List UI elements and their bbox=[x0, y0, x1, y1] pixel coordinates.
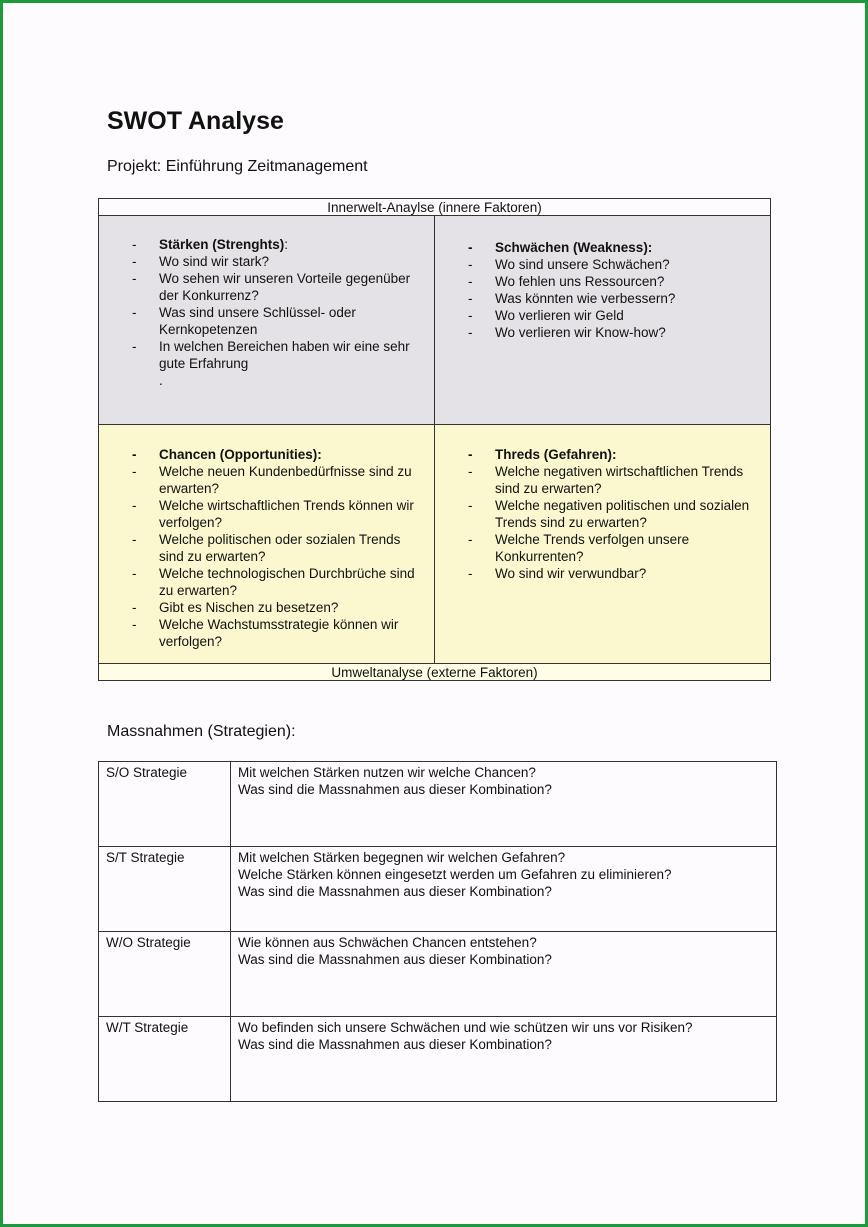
threats-list bbox=[468, 446, 758, 582]
strategy-questions bbox=[231, 762, 777, 847]
internal-analysis-band: Innerwelt-Anaylse (innere Faktoren) bbox=[99, 199, 770, 216]
strengths-cell bbox=[99, 216, 435, 425]
strengths-heading: - Stärken (Strenghts): bbox=[132, 236, 422, 253]
strategy-name: W/O Strategie bbox=[99, 932, 231, 1017]
measures-heading: Massnahmen (Strategien): bbox=[107, 723, 296, 740]
list-item: - Welche negativen wirtschaftlichen Trends sind zu erwarten? bbox=[468, 463, 758, 497]
list-item: - Welche Trends verfolgen unsere Konkurrenten? bbox=[468, 531, 758, 565]
swot-matrix bbox=[98, 198, 771, 681]
list-item: - Welche negativen politischen und sozialen Trends sind zu erwarten? bbox=[468, 497, 758, 531]
question-line: Mit welchen Stärken begegnen wir welchen Gefahren? bbox=[238, 850, 566, 865]
list-item: - Welche politischen oder sozialen Trends sind zu erwarten? bbox=[132, 531, 427, 565]
question-line: Wie können aus Schwächen Chancen entstehen? bbox=[238, 935, 537, 950]
strategy-questions bbox=[231, 932, 777, 1017]
question-line: Wo befinden sich unsere Schwächen und wie schützen wir uns vor Risiken? bbox=[238, 1020, 693, 1035]
list-item: - Welche wirtschaftlichen Trends können wir verfolgen? bbox=[132, 497, 427, 531]
threats-heading: - Threds (Gefahren): bbox=[468, 446, 758, 463]
list-item: - Wo sind wir stark? bbox=[132, 253, 422, 270]
table-row bbox=[99, 847, 777, 932]
weaknesses-cell bbox=[435, 216, 770, 425]
strategy-name: S/O Strategie bbox=[99, 762, 231, 847]
list-item: - In welchen Bereichen haben wir eine sehr gute Erfahrung bbox=[132, 338, 422, 372]
list-item: - Wo verlieren wir Geld bbox=[468, 307, 758, 324]
strategy-questions bbox=[231, 847, 777, 932]
opportunities-heading: - Chancen (Opportunities): bbox=[132, 446, 427, 463]
question-line: Mit welchen Stärken nutzen wir welche Chancen? bbox=[238, 765, 536, 780]
opportunities-cell bbox=[99, 425, 435, 664]
question-line: Was sind die Massnahmen aus dieser Kombination? bbox=[238, 952, 552, 967]
list-item: - Was sind unsere Schlüssel- oder Kernkopetenzen bbox=[132, 304, 422, 338]
question-line: Welche Stärken können eingesetzt werden um Gefahren zu eliminieren? bbox=[238, 867, 672, 882]
external-analysis-band: Umweltanalyse (externe Faktoren) bbox=[99, 663, 770, 680]
strategy-name: S/T Strategie bbox=[99, 847, 231, 932]
question-line: Was sind die Massnahmen aus dieser Kombination? bbox=[238, 782, 552, 797]
project-subtitle: Projekt: Einführung Zeitmanagement bbox=[107, 158, 368, 175]
page-title: SWOT Analyse bbox=[107, 107, 284, 135]
list-item: - Was könnten wie verbessern? bbox=[468, 290, 758, 307]
table-row bbox=[99, 932, 777, 1017]
list-item: - Gibt es Nischen zu besetzen? bbox=[132, 599, 427, 616]
question-line: Was sind die Massnahmen aus dieser Kombination? bbox=[238, 884, 552, 899]
list-item: - Wo sind unsere Schwächen? bbox=[468, 256, 758, 273]
list-trailing-dot: . bbox=[159, 373, 163, 388]
list-item: - Wo sehen wir unseren Vorteile gegenüber der Konkurrenz? bbox=[132, 270, 422, 304]
weaknesses-list bbox=[468, 239, 758, 341]
weaknesses-heading: - Schwächen (Weakness): bbox=[468, 239, 758, 256]
threats-cell bbox=[435, 425, 770, 664]
table-row bbox=[99, 1017, 777, 1102]
strengths-list bbox=[132, 236, 422, 389]
strategy-table bbox=[98, 761, 777, 1102]
list-item: - Welche technologischen Durchbrüche sind zu erwarten? bbox=[132, 565, 427, 599]
list-item: - Wo verlieren wir Know-how? bbox=[468, 324, 758, 341]
question-line: Was sind die Massnahmen aus dieser Kombination? bbox=[238, 1037, 552, 1052]
table-row bbox=[99, 762, 777, 847]
opportunities-list bbox=[132, 446, 427, 650]
list-item: - Wo fehlen uns Ressourcen? bbox=[468, 273, 758, 290]
strategy-name: W/T Strategie bbox=[99, 1017, 231, 1102]
list-item: - Welche neuen Kundenbedürfnisse sind zu erwarten? bbox=[132, 463, 427, 497]
list-item: - Welche Wachstumsstrategie können wir verfolgen? bbox=[132, 616, 427, 650]
list-item: - Wo sind wir verwundbar? bbox=[468, 565, 758, 582]
strategy-questions bbox=[231, 1017, 777, 1102]
